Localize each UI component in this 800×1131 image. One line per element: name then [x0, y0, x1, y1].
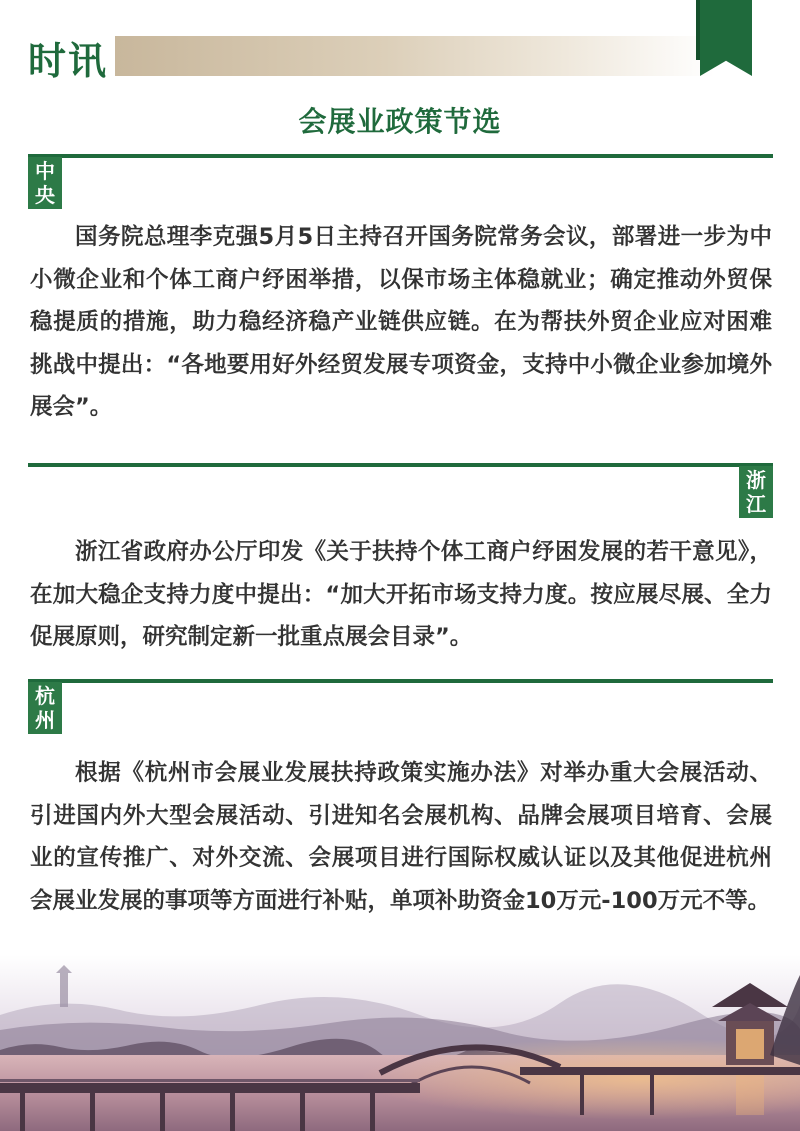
header-decorative-bar	[115, 36, 715, 76]
tag-char: 杭	[35, 684, 55, 708]
tag-hangzhou	[28, 682, 62, 734]
west-lake-scenery-image	[0, 955, 800, 1131]
bookmark-shadow	[696, 0, 700, 60]
section-rule-hangzhou	[28, 679, 773, 683]
paragraph-zhejiang: 浙江省政府办公厅印发《关于扶持个体工商户纾困发展的若干意见》，在加大稳企支持力度中提出：“加大开拓市场支持力度。按应展尽展、全力促展原则，研究制定新一批重点展会目录”。	[30, 539, 772, 650]
tag-zhejiang	[739, 466, 773, 518]
page-subtitle: 会展业政策节选	[298, 105, 502, 138]
tag-char: 江	[746, 492, 766, 516]
tag-central	[28, 157, 62, 209]
section-rule-central	[28, 154, 773, 158]
tag-char: 央	[35, 183, 55, 207]
bookmark-ribbon	[700, 0, 752, 76]
paragraph-hangzhou: 根据《杭州市会展业发展扶持政策实施办法》对举办重大会展活动、引进国内外大型会展活动、引进知名会展机构、品牌会展项目培育、会展业的宣传推广、对外交流、会展项目进行国际权威认证以及其他促进杭州会展业发展的事项等方面进行补贴，单项补助资金10万元-100万元不等。	[30, 760, 772, 914]
section-rule-zhejiang	[28, 463, 773, 467]
section-title: 时讯	[28, 39, 109, 83]
tag-char: 中	[35, 159, 55, 183]
tag-char: 浙	[746, 468, 766, 492]
paragraph-central: 国务院总理李克强5月5日主持召开国务院常务会议，部署进一步为中小微企业和个体工商户纾困举措，以保市场主体稳就业；确定推动外贸保稳提质的措施，助力稳经济稳产业链供应链。在为帮扶外贸企业应对困难挑战中提出：“各地要用好外经贸发展专项资金，支持中小微企业参加境外展会”。	[30, 224, 772, 420]
tag-char: 州	[35, 708, 55, 732]
